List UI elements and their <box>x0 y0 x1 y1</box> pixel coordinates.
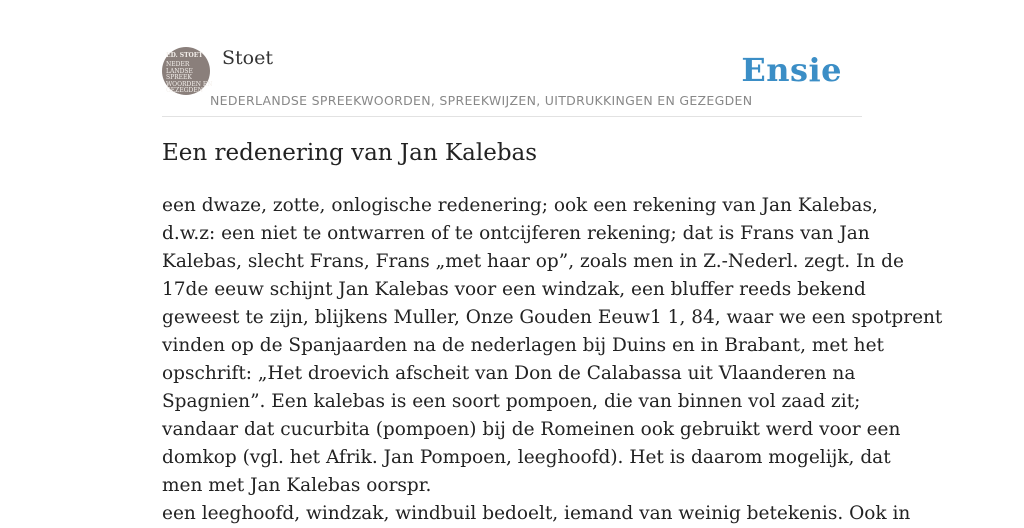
article-title: Een redenering van Jan Kalebas <box>162 140 538 166</box>
body-line: d.w.z: een niet te ontwarren of te ontcijferen rekening; dat is Frans van Jan <box>162 223 870 244</box>
body-line: domkop (vgl. het Afrik. Jan Pompoen, leeghoofd). Het is daarom mogelijk, dat <box>162 447 891 468</box>
body-line: Kalebas, slecht Frans, Frans „met haar op”, zoals men in Z.-Nederl. zegt. In de <box>162 251 904 272</box>
avatar-line: SPREEK <box>166 74 192 81</box>
avatar-line: LANDSE <box>166 67 193 75</box>
body-line: een leeghoofd, windzak, windbuil bedoelt, iemand van weinig betekenis. Ook in <box>162 503 911 524</box>
body-line: vinden op de Spanjaarden na de nederlagen bij Duins en in Brabant, met het <box>162 335 884 356</box>
body-line: een dwaze, zotte, onlogische redenering; ook een rekening van Jan Kalebas, <box>162 195 878 216</box>
avatar-title: ED. STOET <box>166 52 203 59</box>
avatar-line: WOORDEN EN <box>166 80 213 88</box>
body-line: vandaar dat cucurbita (pompoen) bij de Romeinen ook gebruikt werd voor een <box>162 419 901 440</box>
avatar-line: NEDER <box>166 61 190 68</box>
avatar-line: GEZEGDEN <box>166 87 203 94</box>
article-body <box>162 192 943 528</box>
author-avatar[interactable] <box>162 47 213 95</box>
body-line: Spagnien”. Een kalebas is een soort pompoen, die van binnen vol zaad zit; <box>162 391 861 412</box>
avatar-book-cover-text <box>166 62 212 95</box>
source-subtitle[interactable]: NEDERLANDSE SPREEKWOORDEN, SPREEKWIJZEN, UITDRUKKINGEN EN GEZEGDEN <box>210 93 753 108</box>
body-line: 17de eeuw schijnt Jan Kalebas voor een windzak, een bluffer reeds bekend <box>162 279 866 300</box>
body-line: men met Jan Kalebas oorspr. <box>162 475 432 496</box>
header <box>162 46 862 117</box>
body-line: geweest te zijn, blijkens Muller, Onze Gouden Eeuw1 1, 84, waar we een spotprent <box>162 307 943 328</box>
ensie-logo[interactable]: Ensie <box>741 51 842 89</box>
author-name[interactable]: Stoet <box>222 47 273 69</box>
body-line: opschrift: „Het droevich afscheit van Don de Calabassa uit Vlaanderen na <box>162 363 856 384</box>
